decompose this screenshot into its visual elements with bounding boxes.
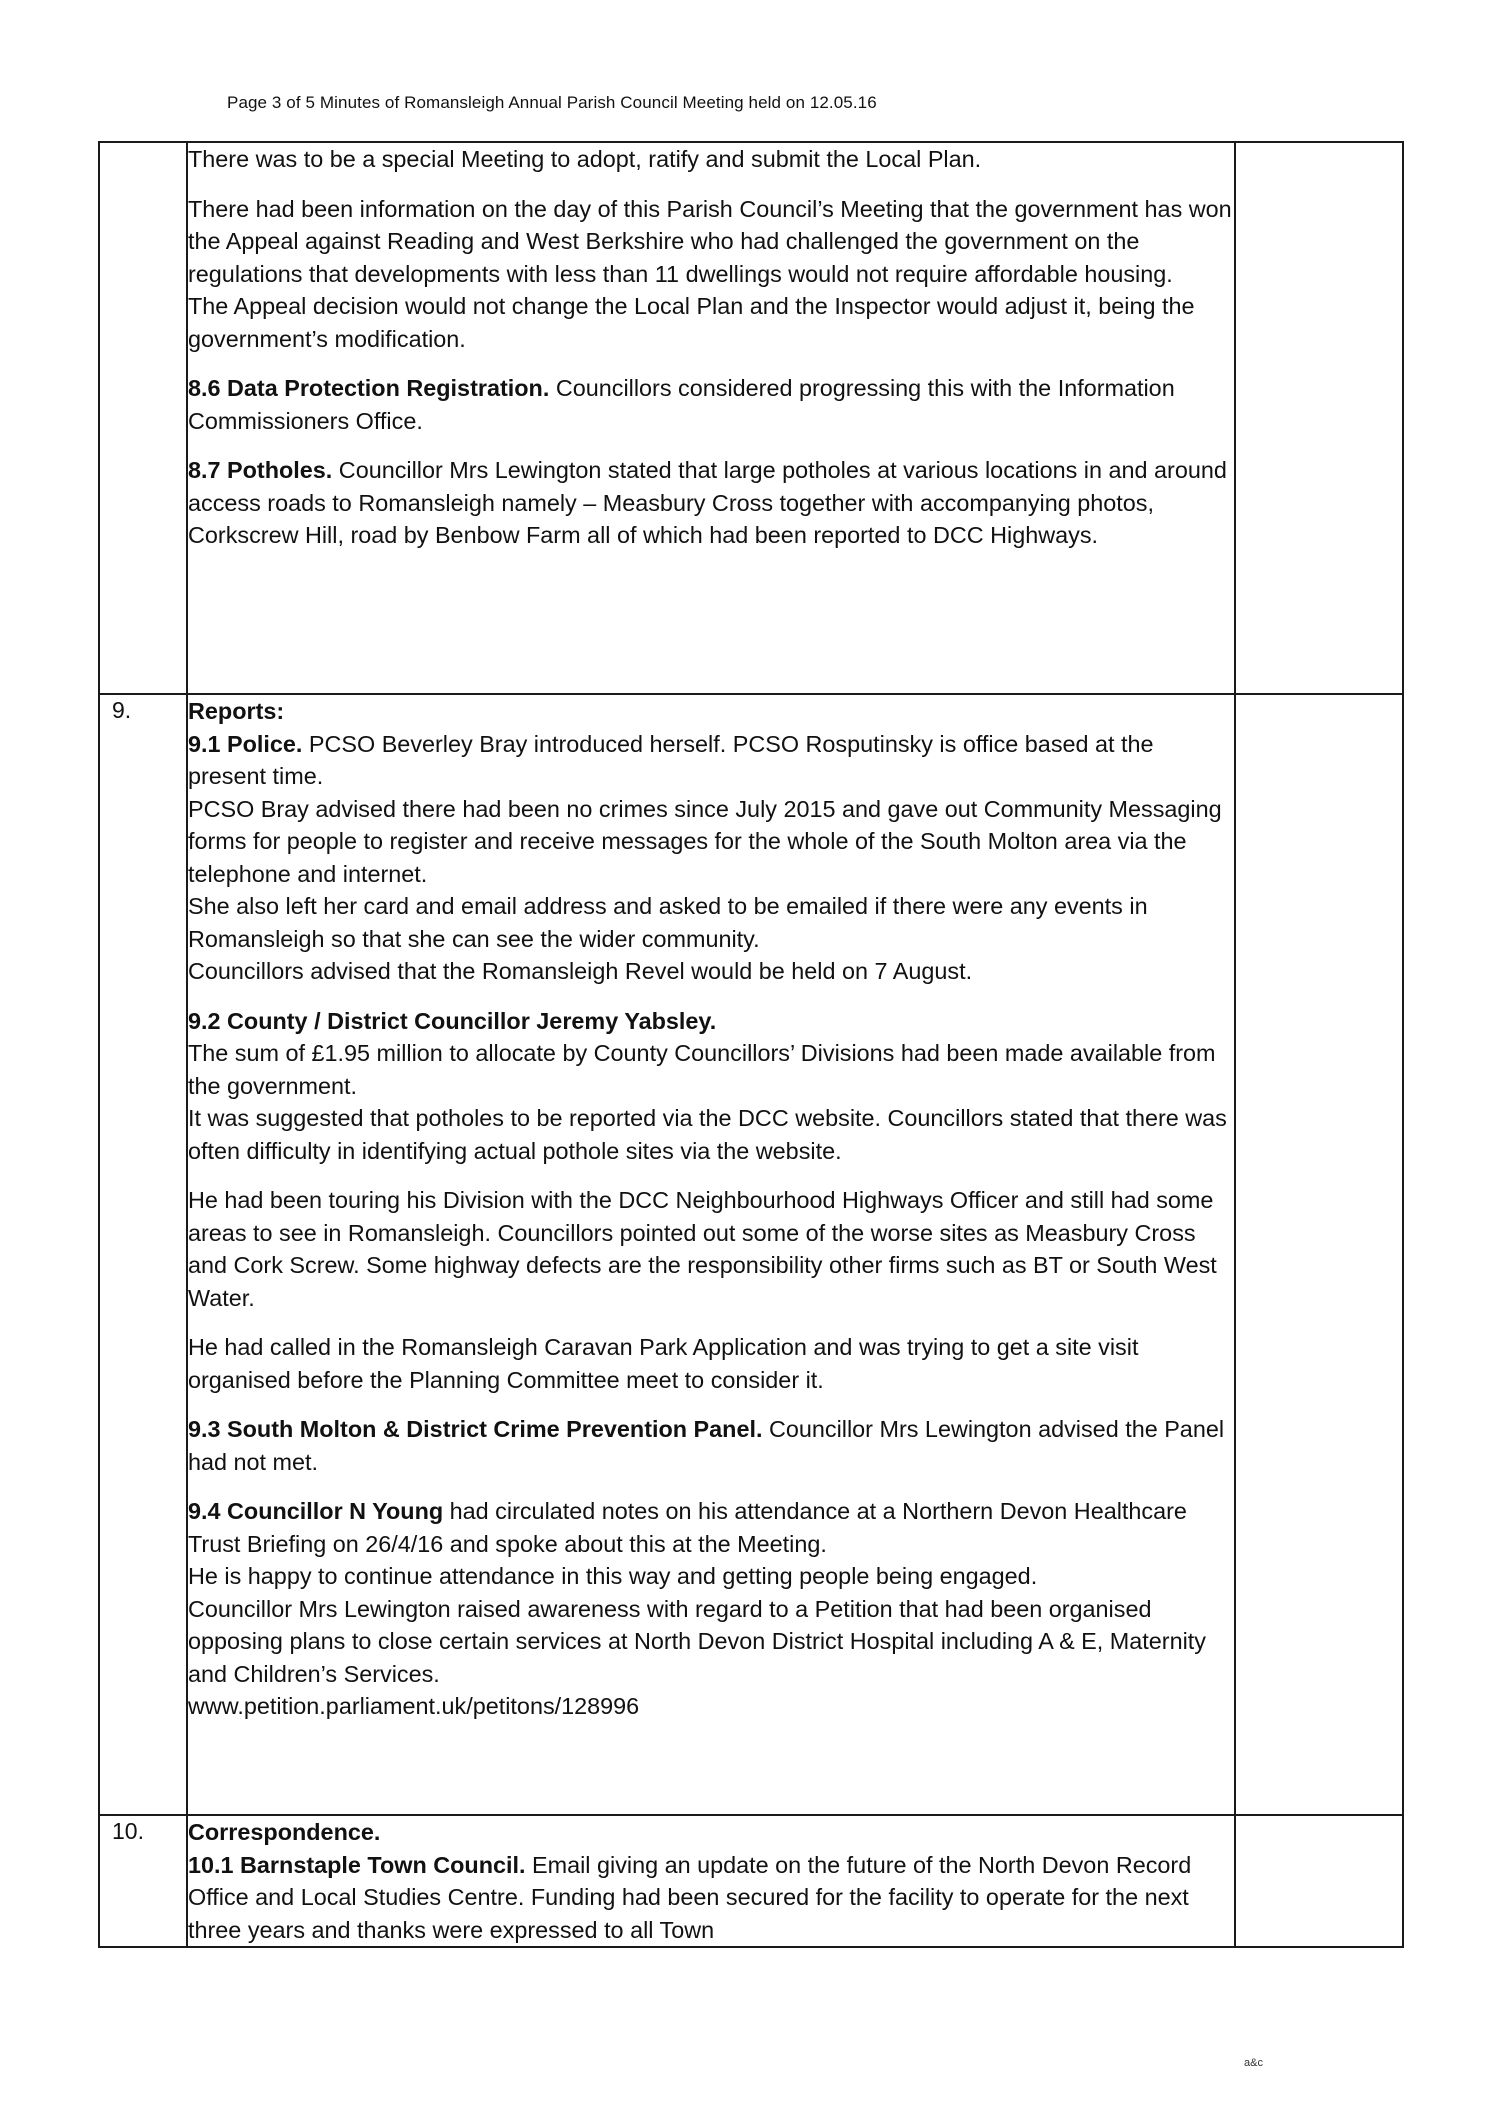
- item-text: Councillor Mrs Lewington advised the Panel had not met.: [188, 1416, 1225, 1475]
- paragraph: PCSO Bray advised there had been no crimes since July 2015 and gave out Community Messaging forms for people to register and receive messages for the whole of the South Molton area via the telephone and internet.: [188, 795, 1222, 887]
- item-number-cell: [99, 1815, 187, 1947]
- item-9-3: [188, 1413, 1234, 1478]
- paragraph: He had called in the Romansleigh Caravan Park Application and was trying to get a site visit organised before the Planning Committee meet to consider it.: [188, 1334, 1139, 1393]
- paragraph: There had been information on the day of this Parish Council’s Meeting that the government has won the Appeal against Reading and West Berkshire who had challenged the government on the regulations that developments with less than 11 dwellings would not require affordable housing.: [188, 195, 1232, 287]
- item-number: 9.: [112, 697, 132, 723]
- item-9-4: [188, 1495, 1234, 1560]
- section-title: [188, 1816, 1234, 1849]
- table-row: [99, 142, 1403, 694]
- paragraph: He had been touring his Division with the DCC Neighbourhood Highways Officer and still had some areas to see in Romansleigh. Councillors pointed out some of the worse sites as Measbury Cross and Cork Screw. Some highway defects are the responsibility other firms such as BT or South West Water.: [188, 1187, 1217, 1311]
- item-text: Email giving an update on the future of the North Devon Record Office and Local Studies Centre. Funding had been secured for the facility to operate for the next three years and thanks were expressed to all Town: [188, 1851, 1192, 1943]
- item-heading: 9.2 County / District Councillor Jeremy Yabsley.: [188, 1007, 717, 1034]
- item-body: [187, 694, 1235, 1815]
- item-body: [187, 142, 1235, 694]
- paragraph: He is happy to continue attendance in this way and getting people being engaged.: [188, 1563, 1038, 1589]
- item-10-1: [188, 1849, 1234, 1947]
- item-heading: 9.4 Councillor N Young: [188, 1498, 444, 1524]
- scan-mark: a&c: [1244, 2057, 1263, 2069]
- item-heading: 10.1 Barnstaple Town Council.: [188, 1851, 526, 1878]
- item-8-6: [188, 372, 1234, 437]
- minutes-table: [98, 141, 1404, 1948]
- item-text: PCSO Beverley Bray introduced herself. PCSO Rosputinsky is office based at the present time.: [188, 730, 1154, 789]
- paragraph: She also left her card and email address and asked to be emailed if there were any events in Romansleigh so that she can see the wider community.: [188, 893, 1148, 952]
- item-heading: 8.6 Data Protection Registration.: [188, 375, 550, 401]
- paragraph: The sum of £1.95 million to allocate by County Councillors’ Divisions had been made available from the government.: [188, 1040, 1216, 1099]
- item-text: had circulated notes on his attendance at a Northern Devon Healthcare Trust Briefing on 26/4/16 and spoke about this at the Meeting.: [188, 1498, 1187, 1557]
- paragraph: There was to be a special Meeting to adopt, ratify and submit the Local Plan.: [188, 146, 982, 172]
- item-number-cell: [99, 694, 187, 1815]
- item-number-cell: [99, 142, 187, 694]
- paragraph: The Appeal decision would not change the Local Plan and the Inspector would adjust it, being the government’s modification.: [188, 293, 1195, 352]
- item-number: [100, 143, 186, 145]
- table-row: [99, 1815, 1403, 1947]
- item-body: [187, 1815, 1235, 1947]
- petition-link[interactable]: www.petition.parliament.uk/petitons/128996: [188, 1693, 640, 1719]
- section-title: [188, 695, 1234, 728]
- paragraph: It was suggested that potholes to be reported via the DCC website. Councillors stated that there was often difficulty in identifying actual pothole sites via the website.: [188, 1105, 1227, 1164]
- item-8-7: [188, 454, 1234, 552]
- item-heading: 9.1 Police.: [188, 730, 303, 757]
- section-title-text: Correspondence.: [188, 1819, 381, 1845]
- item-text: Councillors considered progressing this with the Information Commissioners Office.: [188, 375, 1175, 434]
- item-heading: 9.3 South Molton & District Crime Prevention Panel.: [188, 1416, 763, 1442]
- item-number: 10.: [112, 1818, 144, 1844]
- item-heading: 8.7 Potholes.: [188, 457, 333, 483]
- table-row: [99, 694, 1403, 1815]
- section-title-text: Reports:: [188, 698, 285, 724]
- item-9-1: [188, 728, 1234, 793]
- item-text: Councillor Mrs Lewington stated that large potholes at various locations in and around access roads to Romansleigh namely – Measbury Cross together with accompanying photos, Corkscrew Hill, road by Benbow Farm all of which had been reported to DCC Highways.: [188, 457, 1227, 548]
- paragraph: Councillor Mrs Lewington raised awareness with regard to a Petition that had been organised opposing plans to close certain services at North Devon District Hospital including A & E, Maternity and Children’s Services.: [188, 1595, 1206, 1687]
- page-header: Page 3 of 5 Minutes of Romansleigh Annual Parish Council Meeting held on 12.05.16: [227, 93, 877, 112]
- side-cell: [1235, 142, 1403, 694]
- paragraph: Councillors advised that the Romansleigh Revel would be held on 7 August.: [188, 958, 973, 984]
- item-9-2-heading: [188, 1005, 1234, 1038]
- side-cell: [1235, 694, 1403, 1815]
- side-cell: [1235, 1815, 1403, 1947]
